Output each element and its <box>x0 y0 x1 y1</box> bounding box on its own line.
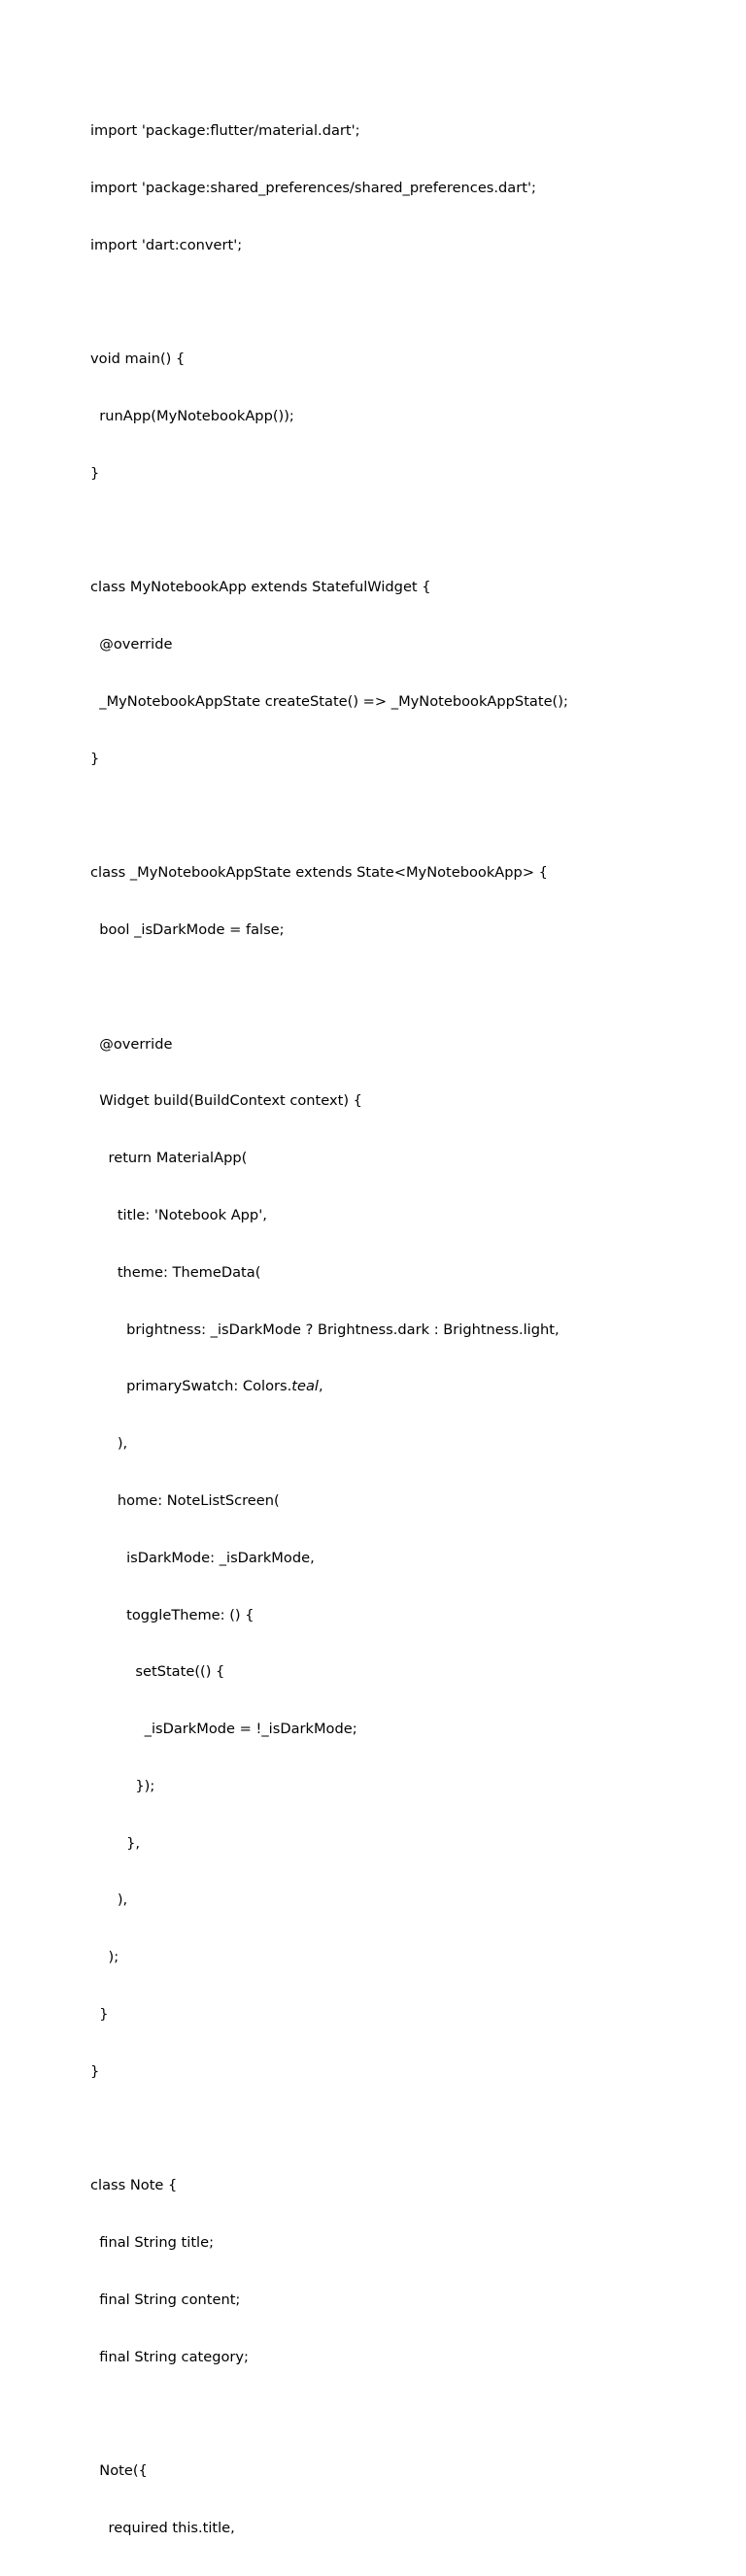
code-line: toggleTheme: () { <box>90 1606 254 1623</box>
code-line: import 'dart:convert'; <box>90 236 243 253</box>
code-line: } <box>90 2005 109 2023</box>
code-line: _MyNotebookAppState createState() => _MyNotebookAppState(); <box>90 693 568 710</box>
code-line: final String category; <box>90 2348 249 2365</box>
code-line: setState(() { <box>90 1663 225 1681</box>
code-line: brightness: _isDarkMode ? Brightness.dark : Brightness.light, <box>90 1321 560 1338</box>
code-line: final String content; <box>90 2291 241 2308</box>
code-line: theme: ThemeData( <box>90 1263 261 1281</box>
code-line: } <box>90 750 100 767</box>
code-line: required this.title, <box>90 2520 235 2536</box>
code-line: @override <box>90 1035 173 1053</box>
code-line: }); <box>90 1777 155 1794</box>
code-line: ), <box>90 1891 128 1909</box>
code-line: class MyNotebookApp extends StatefulWidget { <box>90 579 431 596</box>
italic-token: teal <box>291 1378 319 1395</box>
code-line: Widget build(BuildContext context) { <box>90 1092 362 1110</box>
code-line: }, <box>90 1834 141 1852</box>
code-line: home: NoteListScreen( <box>90 1491 280 1509</box>
code-line: void main() { <box>90 351 186 368</box>
code-line <box>90 807 568 826</box>
code-line: _isDarkMode = !_isDarkMode; <box>90 1721 357 1738</box>
code-line: import 'package:flutter/material.dart'; <box>90 122 360 140</box>
code-line: import 'package:shared_preferences/shared_preferences.dart'; <box>90 179 536 196</box>
code-line: ); <box>90 1949 119 1966</box>
code-line: runApp(MyNotebookApp()); <box>90 408 294 425</box>
code-line: class Note { <box>90 2177 178 2194</box>
code-line: return MaterialApp( <box>90 1150 248 1167</box>
code-listing <box>90 84 568 2576</box>
code-line <box>90 521 568 541</box>
code-line <box>90 293 568 313</box>
code-line: class _MyNotebookAppState extends State<MyNotebookApp> { <box>90 864 548 882</box>
code-line: Note({ <box>90 2462 148 2480</box>
code-line: title: 'Notebook App', <box>90 1207 267 1224</box>
code-line: ), <box>90 1435 128 1453</box>
code-segment-suffix: , <box>318 1378 323 1395</box>
code-line: final String title; <box>90 2234 214 2252</box>
code-segment: primarySwatch: Colors. <box>90 1378 292 1395</box>
code-line: @override <box>90 636 173 653</box>
code-line <box>90 978 568 997</box>
code-line <box>90 2120 568 2139</box>
code-line: } <box>90 2062 100 2080</box>
code-line: isDarkMode: _isDarkMode, <box>90 1549 315 1566</box>
code-line-with-italic <box>90 1377 568 1396</box>
code-line <box>90 2404 568 2424</box>
code-line: bool _isDarkMode = false; <box>90 921 285 939</box>
code-line: } <box>90 464 100 482</box>
